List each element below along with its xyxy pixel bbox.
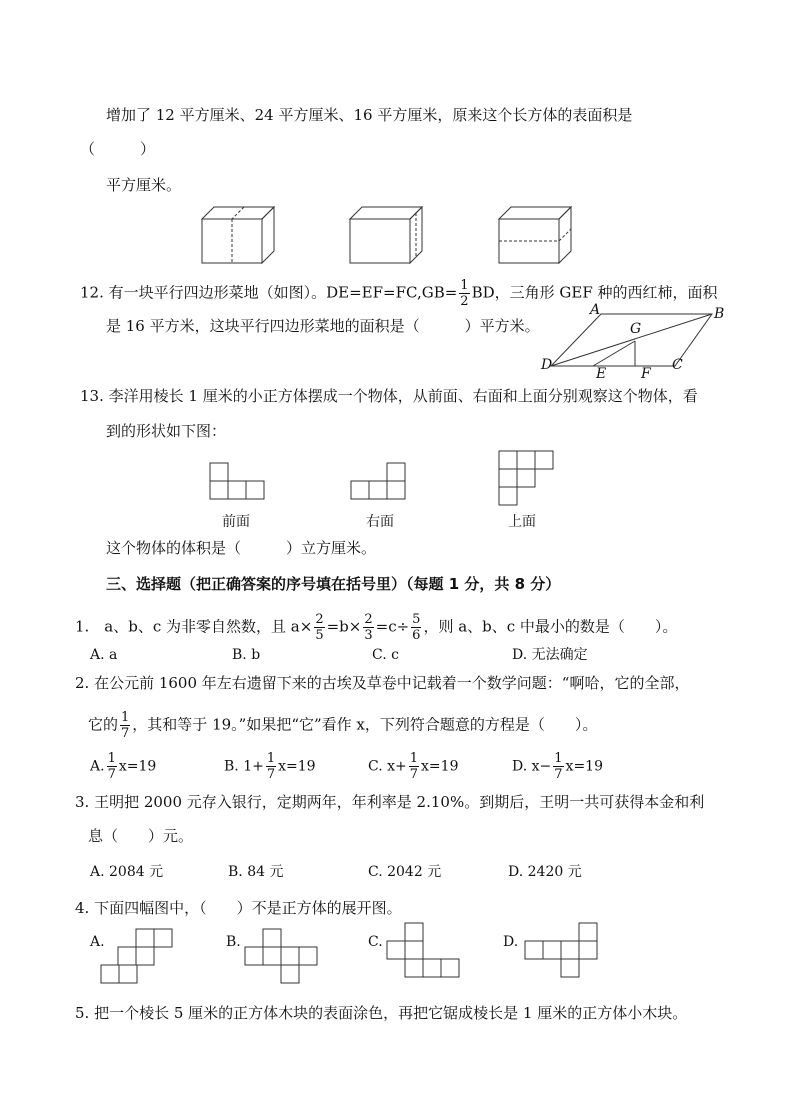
cube-net-d	[524, 922, 604, 982]
c3-option-b: B. 84 元	[228, 864, 284, 880]
c1-option-c: C. c	[372, 647, 399, 663]
c2-opt-d-frac	[553, 751, 563, 782]
q13-text-line2: 到的形状如下图：	[106, 422, 227, 440]
c2-option-a	[90, 751, 156, 782]
c4-option-d-label: D.	[503, 934, 519, 950]
c1-frac-3-num: 5	[412, 612, 421, 627]
c2-opt-a-num: 1	[107, 751, 116, 766]
q11-text-line2: 平方厘米。	[106, 176, 182, 194]
point-label-a: A	[590, 302, 601, 318]
c2-frac-num: 1	[121, 710, 130, 725]
c1-frac-3	[411, 612, 421, 643]
c3-option-c: C. 2042 元	[368, 864, 442, 880]
c2-opt-d-post: x=19	[565, 758, 603, 775]
c2-l2a: 它的	[88, 715, 119, 734]
c2-opt-d-pre: D. x−	[512, 758, 552, 775]
c2-opt-b-den: 7	[266, 767, 276, 782]
c1-option-a: A. a	[90, 647, 118, 663]
c5-text-line1: 5. 把一个棱长 5 厘米的正方体木块的表面涂色，再把它锯成棱长是 1 厘米的正方体小木块。	[75, 1004, 688, 1022]
c2-opt-a-pre: A.	[90, 758, 105, 775]
c2-option-c	[368, 751, 458, 782]
c1-frac-2-den: 3	[364, 628, 373, 643]
cuboid-figure-1	[200, 205, 280, 265]
c1-frac-2	[363, 612, 373, 643]
c2-opt-a-den: 7	[107, 767, 116, 782]
cuboid-figure-2	[348, 205, 428, 265]
c1-part-d: ，则 a、b、c 中最小的数是（ ）。	[423, 617, 678, 636]
c1-frac-1-den: 5	[315, 628, 324, 643]
q13-text-line3: 这个物体的体积是（ ）立方厘米。	[106, 539, 377, 557]
q13-text-line1: 13. 李洋用棱长 1 厘米的小正方体摆成一个物体，从前面、右面和上面分别观察这个物体，看	[80, 387, 698, 405]
point-label-b: B	[714, 306, 725, 322]
point-label-g: G	[630, 321, 642, 337]
c2-text-line1: 2. 在公元前 1600 年左右遗留下来的古埃及草卷中记载着一个数学问题：“啊哈，它的全部，	[75, 674, 690, 692]
q12-frac-den: 2	[460, 294, 469, 309]
top-view-figure	[498, 450, 558, 510]
c2-opt-d-num: 1	[554, 751, 563, 766]
c1-option-d: D. 无法确定	[512, 647, 588, 663]
c2-l2b: ，其和等于 19。”如果把“它”看作 x，下列符合题意的方程是（ ）。	[132, 715, 598, 734]
q12-post: BD，三角形 GEF 种的西红柿，面积	[471, 283, 718, 302]
q12-frac-num: 1	[460, 278, 469, 293]
c1-part-c: =c÷	[375, 617, 410, 636]
c2-frac-den: 7	[121, 726, 130, 741]
c2-text-line2	[88, 710, 597, 741]
cube-net-b	[244, 928, 324, 988]
cube-net-c	[386, 922, 466, 982]
point-label-e: E	[596, 366, 607, 382]
c3-text-line1: 3. 王明把 2000 元存入银行，定期两年，年利率是 2.10%。到期后，王明一共可获得本金和利	[75, 793, 705, 811]
c2-opt-b-num: 1	[266, 751, 276, 766]
c2-opt-c-den: 7	[409, 767, 419, 782]
c1-frac-3-den: 6	[412, 628, 421, 643]
point-label-d: D	[541, 357, 553, 373]
c2-opt-a-post: x=19	[118, 758, 157, 775]
parallelogram-diagram	[535, 300, 735, 385]
c2-opt-c-num: 1	[409, 751, 419, 766]
c2-option-d	[512, 751, 603, 782]
c1-frac-1-num: 2	[315, 612, 324, 627]
c3-option-d: D. 2420 元	[508, 864, 582, 880]
q12-fraction	[459, 278, 469, 309]
c2-fraction	[120, 710, 130, 741]
section-3-title: 三、选择题（把正确答案的序号填在括号里）（每题 1 分，共 8 分）	[106, 575, 561, 593]
q11-text-line1: 增加了 12 平方厘米、24 平方厘米、16 平方厘米，原来这个长方体的表面积是	[106, 106, 633, 124]
point-label-f: F	[641, 366, 651, 382]
view-label-right: 右面	[366, 514, 394, 530]
c1-part-b: =b×	[326, 617, 362, 636]
cuboid-figure-3	[497, 205, 577, 265]
c4-option-a-label: A.	[90, 934, 105, 950]
c2-opt-d-den: 7	[554, 767, 563, 782]
c2-opt-c-pre: C. x+	[368, 758, 407, 775]
c1-frac-1	[314, 612, 324, 643]
c4-option-b-label: B.	[226, 934, 241, 950]
c2-opt-c-frac	[409, 751, 419, 782]
cube-net-a	[100, 928, 180, 988]
front-view-figure	[209, 462, 269, 502]
q11-answer-blank: （ ）	[80, 140, 156, 158]
c2-opt-b-post: x=19	[278, 758, 316, 775]
c2-opt-c-post: x=19	[421, 758, 459, 775]
c1-frac-2-num: 2	[364, 612, 373, 627]
view-label-front: 前面	[222, 514, 250, 530]
c4-option-c-label: C.	[368, 934, 383, 950]
c2-opt-b-frac	[266, 751, 276, 782]
c3-option-a: A. 2084 元	[90, 864, 164, 880]
c3-text-line2: 息（ ）元。	[88, 827, 194, 845]
point-label-c: C	[672, 357, 683, 373]
q12-pre: 12. 有一块平行四边形菜地（如图）。DE=EF=FC,GB=	[80, 283, 458, 302]
c2-option-b	[224, 751, 316, 782]
c4-text-line1: 4. 下面四幅图中，（ ）不是正方体的展开图。	[75, 899, 402, 917]
view-label-top: 上面	[508, 514, 536, 530]
q12-text-line2: 是 16 平方米，这块平行四边形菜地的面积是（ ）平方米。	[106, 317, 540, 335]
right-view-figure	[350, 462, 410, 502]
c1-question	[75, 612, 677, 643]
c1-option-b: B. b	[232, 647, 261, 663]
c2-opt-b-pre: B. 1+	[224, 758, 264, 775]
c1-part-a: 1. a、b、c 为非零自然数，且 a×	[75, 617, 313, 636]
c2-opt-a-frac	[107, 751, 117, 782]
